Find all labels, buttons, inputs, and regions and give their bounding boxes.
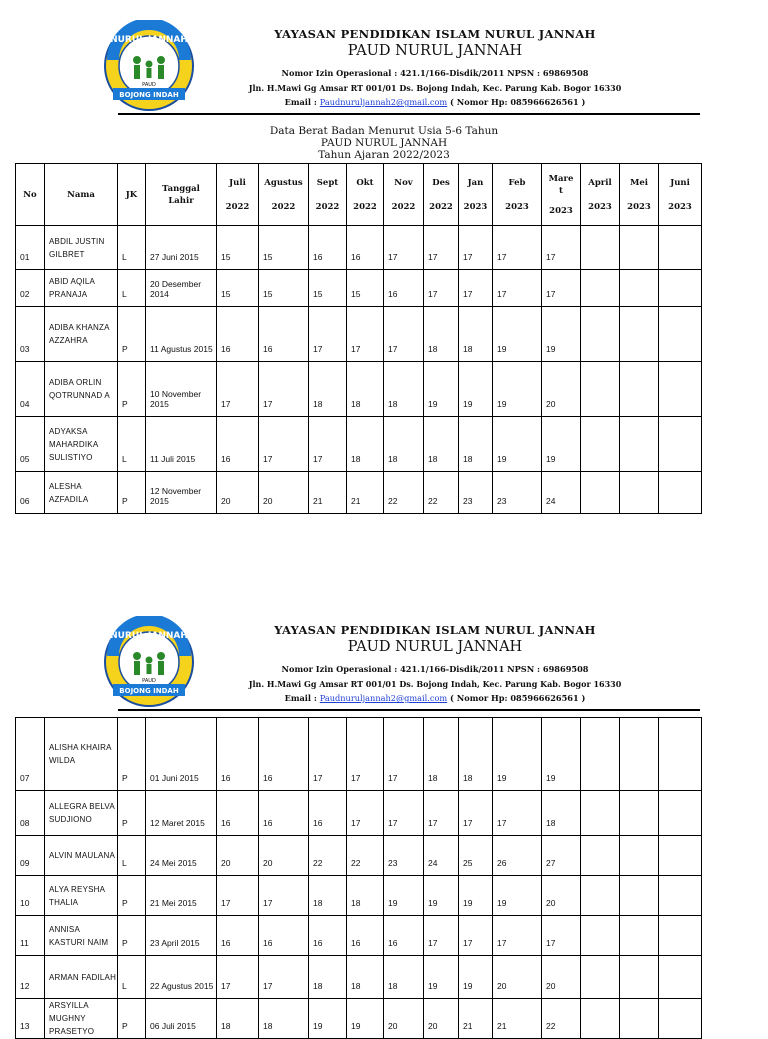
cell-no: 05 [16, 417, 45, 472]
email-label: Email : [284, 693, 317, 703]
permit-line: Nomor Izin Operasional : 421.1/166-Disdik/2011 NPSN : 69869508 [281, 68, 589, 78]
email-label: Email : [284, 97, 317, 107]
cell-weight: 20 [259, 836, 309, 876]
cell-no: 08 [16, 791, 45, 836]
weight-table-2 [15, 717, 702, 1039]
month-label: Feb [508, 177, 526, 188]
cell-weight [659, 718, 702, 791]
col-tanggal-line2: Lahir [168, 195, 194, 206]
table-row [16, 472, 702, 514]
cell-nama: ALVIN MAULANA [45, 836, 118, 876]
cell-weight: 19 [459, 362, 493, 417]
col-no: No [16, 164, 45, 226]
table-row [16, 956, 702, 999]
cell-weight [659, 270, 702, 307]
col-month [259, 164, 309, 226]
cell-weight: 19 [542, 417, 581, 472]
cell-jk: P [118, 472, 146, 514]
col-month [217, 164, 259, 226]
cell-weight [581, 916, 620, 956]
letterhead-2 [0, 596, 768, 703]
cell-weight [620, 417, 659, 472]
cell-weight: 18 [424, 417, 459, 472]
school-name: PAUD NURUL JANNAH [347, 43, 523, 59]
cell-tanggal-lahir: 01 Juni 2015 [146, 718, 217, 791]
cell-no: 13 [16, 999, 45, 1039]
cell-weight: 20 [542, 956, 581, 999]
cell-jk: P [118, 718, 146, 791]
cell-weight [659, 362, 702, 417]
cell-no: 11 [16, 916, 45, 956]
cell-weight: 19 [347, 999, 384, 1039]
header-rule [118, 709, 700, 711]
cell-tanggal-lahir: 23 April 2015 [146, 916, 217, 956]
cell-weight: 17 [259, 956, 309, 999]
col-tanggal-lahir [146, 164, 217, 226]
cell-weight: 16 [217, 307, 259, 362]
year-label: 2023 [463, 201, 488, 212]
cell-weight: 17 [542, 916, 581, 956]
cell-weight: 15 [259, 270, 309, 307]
school-logo [103, 616, 195, 708]
col-month [493, 164, 542, 226]
cell-weight: 16 [259, 307, 309, 362]
cell-weight: 17 [259, 876, 309, 916]
cell-weight: 18 [459, 307, 493, 362]
cell-tanggal-lahir: 12 November 2015 [146, 472, 217, 514]
cell-weight: 17 [347, 791, 384, 836]
cell-nama: ABID AQILA PRANAJA [45, 270, 118, 307]
cell-weight: 26 [493, 836, 542, 876]
cell-weight: 17 [309, 307, 347, 362]
cell-weight: 20 [493, 956, 542, 999]
cell-weight: 16 [347, 916, 384, 956]
cell-weight [659, 956, 702, 999]
year-label: 2023 [588, 201, 612, 212]
cell-weight: 16 [217, 791, 259, 836]
email-link[interactable]: Paudnuruljannah2@gmail.com [319, 693, 448, 703]
cell-nama: ALISHA KHAIRA WILDA [45, 718, 118, 791]
cell-jk: P [118, 876, 146, 916]
cell-weight: 15 [217, 270, 259, 307]
cell-weight: 19 [459, 956, 493, 999]
cell-tanggal-lahir: 06 Juli 2015 [146, 999, 217, 1039]
cell-weight: 16 [217, 718, 259, 791]
month-label: Agustus [264, 177, 303, 188]
cell-no: 03 [16, 307, 45, 362]
cell-weight: 15 [347, 270, 384, 307]
cell-weight: 19 [493, 718, 542, 791]
cell-weight [620, 836, 659, 876]
col-month [581, 164, 620, 226]
cell-jk: P [118, 307, 146, 362]
cell-nama: ALYA REYSHA THALIA [45, 876, 118, 916]
col-nama: Nama [45, 164, 118, 226]
cell-jk: P [118, 916, 146, 956]
cell-weight: 17 [347, 307, 384, 362]
cell-weight [620, 307, 659, 362]
cell-weight [581, 836, 620, 876]
cell-jk: P [118, 362, 146, 417]
cell-weight: 17 [424, 916, 459, 956]
cell-nama: ARMAN FADILAH [45, 956, 118, 999]
cell-weight: 18 [309, 956, 347, 999]
cell-no: 04 [16, 362, 45, 417]
cell-weight: 20 [384, 999, 424, 1039]
month-label: Juli [229, 177, 246, 188]
cell-weight: 19 [493, 307, 542, 362]
cell-weight: 17 [424, 791, 459, 836]
cell-weight [659, 472, 702, 514]
cell-tanggal-lahir: 10 November 2015 [146, 362, 217, 417]
cell-weight: 16 [259, 916, 309, 956]
cell-nama: ARSYILLA MUGHNY PRASETYO [45, 999, 118, 1039]
year-label: 2022 [429, 201, 453, 212]
cell-jk: L [118, 226, 146, 270]
col-month [542, 164, 581, 226]
foundation-name: YAYASAN PENDIDIKAN ISLAM NURUL JANNAH [274, 27, 596, 41]
cell-weight [620, 362, 659, 417]
report-title [0, 125, 768, 161]
cell-weight: 18 [459, 718, 493, 791]
cell-weight: 23 [384, 836, 424, 876]
year-label: 2022 [391, 201, 416, 212]
year-label: 2022 [315, 201, 340, 212]
cell-weight: 21 [459, 999, 493, 1039]
cell-weight: 16 [217, 417, 259, 472]
cell-weight: 17 [459, 791, 493, 836]
cell-weight: 17 [384, 226, 424, 270]
cell-weight: 22 [542, 999, 581, 1039]
cell-weight: 16 [347, 226, 384, 270]
cell-tanggal-lahir: 20 Desember 2014 [146, 270, 217, 307]
cell-weight [659, 307, 702, 362]
cell-weight: 16 [309, 916, 347, 956]
table-row [16, 791, 702, 836]
cell-weight [659, 791, 702, 836]
cell-weight: 19 [542, 307, 581, 362]
cell-weight: 19 [459, 876, 493, 916]
table-header-row [16, 164, 702, 226]
cell-weight: 25 [459, 836, 493, 876]
cell-weight [620, 270, 659, 307]
cell-weight: 22 [309, 836, 347, 876]
cell-weight: 15 [217, 226, 259, 270]
cell-weight [620, 718, 659, 791]
cell-weight: 17 [217, 876, 259, 916]
cell-weight [620, 226, 659, 270]
year-label: 2023 [668, 201, 692, 212]
cell-weight: 21 [347, 472, 384, 514]
cell-nama: ADIBA KHANZA AZZAHRA [45, 307, 118, 362]
table-row [16, 876, 702, 916]
foundation-name: YAYASAN PENDIDIKAN ISLAM NURUL JANNAH [274, 623, 596, 637]
cell-weight: 22 [347, 836, 384, 876]
cell-weight: 19 [309, 999, 347, 1039]
cell-weight: 18 [309, 876, 347, 916]
cell-weight: 21 [493, 999, 542, 1039]
logo-top-text: NURUL JANNAH [110, 631, 188, 641]
cell-weight: 19 [493, 876, 542, 916]
col-month [659, 164, 702, 226]
cell-no: 02 [16, 270, 45, 307]
cell-tanggal-lahir: 27 Juni 2015 [146, 226, 217, 270]
cell-weight: 20 [259, 472, 309, 514]
cell-nama: ADYAKSA MAHARDIKA SULISTIYO [45, 417, 118, 472]
cell-weight: 17 [347, 718, 384, 791]
month-label: Mei [629, 177, 649, 188]
cell-weight [659, 999, 702, 1039]
cell-weight: 19 [493, 362, 542, 417]
logo-sub-text: PAUD [142, 82, 156, 88]
cell-weight [581, 791, 620, 836]
cell-weight [581, 417, 620, 472]
month-label: Des [432, 177, 450, 188]
cell-weight [659, 417, 702, 472]
cell-weight: 21 [309, 472, 347, 514]
cell-weight: 20 [542, 876, 581, 916]
cell-weight: 19 [542, 718, 581, 791]
col-month [347, 164, 384, 226]
cell-weight: 27 [542, 836, 581, 876]
cell-nama: ABDIL JUSTIN GILBRET [45, 226, 118, 270]
cell-weight: 18 [384, 956, 424, 999]
month-label: April [588, 177, 612, 188]
month-label: Okt [356, 177, 374, 188]
cell-jk: P [118, 999, 146, 1039]
cell-weight: 17 [493, 270, 542, 307]
cell-weight: 18 [259, 999, 309, 1039]
cell-weight: 18 [217, 999, 259, 1039]
title-line-2: PAUD NURUL JANNAH [320, 137, 448, 149]
cell-weight: 16 [217, 916, 259, 956]
cell-weight: 19 [493, 417, 542, 472]
year-label: 2023 [549, 205, 573, 216]
cell-weight: 17 [542, 226, 581, 270]
cell-weight: 17 [459, 916, 493, 956]
cell-weight: 18 [424, 307, 459, 362]
cell-no: 09 [16, 836, 45, 876]
cell-weight: 16 [384, 270, 424, 307]
month-label: Juni [670, 177, 690, 188]
school-name: PAUD NURUL JANNAH [347, 639, 523, 655]
col-month [384, 164, 424, 226]
cell-weight [620, 916, 659, 956]
cell-jk: L [118, 270, 146, 307]
cell-weight [581, 362, 620, 417]
cell-weight: 15 [259, 226, 309, 270]
table-row [16, 226, 702, 270]
cell-weight: 16 [309, 791, 347, 836]
title-line-1: Data Berat Badan Menurut Usia 5-6 Tahun [269, 125, 499, 137]
cell-weight: 17 [384, 791, 424, 836]
cell-weight [581, 472, 620, 514]
cell-weight: 20 [542, 362, 581, 417]
weight-table-1 [15, 163, 702, 514]
cell-weight [581, 226, 620, 270]
cell-weight: 17 [217, 362, 259, 417]
cell-no: 10 [16, 876, 45, 916]
cell-nama: ANNISA KASTURI NAIM [45, 916, 118, 956]
cell-weight: 16 [384, 916, 424, 956]
address-line: Jln. H.Mawi Gg Amsar RT 001/01 Ds. Bojong Indah, Kec. Parung Kab. Bogor 16330 [248, 83, 622, 93]
cell-weight [581, 876, 620, 916]
cell-weight: 15 [309, 270, 347, 307]
cell-weight [620, 956, 659, 999]
cell-weight: 20 [424, 999, 459, 1039]
month-label: Mare t [548, 173, 574, 196]
email-link[interactable]: Paudnuruljannah2@gmail.com [319, 97, 448, 107]
cell-weight: 17 [459, 226, 493, 270]
cell-weight: 17 [217, 956, 259, 999]
cell-weight: 17 [424, 270, 459, 307]
cell-jk: L [118, 956, 146, 999]
phone-text: ( Nomor Hp: 085966626561 ) [450, 97, 586, 107]
cell-weight [581, 956, 620, 999]
contact-line [205, 693, 665, 703]
cell-weight [581, 999, 620, 1039]
cell-nama: ALESHA AZFADILA [45, 472, 118, 514]
table-row [16, 999, 702, 1039]
cell-weight: 17 [424, 226, 459, 270]
year-label: 2022 [271, 201, 296, 212]
cell-tanggal-lahir: 22 Agustus 2015 [146, 956, 217, 999]
cell-weight: 17 [493, 916, 542, 956]
cell-weight: 18 [309, 362, 347, 417]
cell-tanggal-lahir: 21 Mei 2015 [146, 876, 217, 916]
month-label: Nov [394, 177, 413, 188]
cell-weight: 17 [459, 270, 493, 307]
month-label: Sept [316, 177, 339, 188]
cell-weight [620, 999, 659, 1039]
logo-top-text: NURUL JANNAH [110, 35, 188, 45]
title-line-3: Tahun Ajaran 2022/2023 [318, 149, 450, 161]
cell-nama: ALLEGRA BELVA SUDJIONO [45, 791, 118, 836]
cell-weight: 17 [259, 362, 309, 417]
cell-weight: 24 [424, 836, 459, 876]
logo-bottom-text: BOJONG INDAH [119, 687, 179, 695]
cell-jk: P [118, 791, 146, 836]
cell-weight [581, 270, 620, 307]
table-row [16, 270, 702, 307]
cell-no: 12 [16, 956, 45, 999]
cell-weight: 17 [384, 307, 424, 362]
cell-weight: 16 [259, 791, 309, 836]
cell-weight [620, 472, 659, 514]
table-row [16, 718, 702, 791]
cell-weight: 16 [259, 718, 309, 791]
cell-no: 06 [16, 472, 45, 514]
cell-weight: 20 [217, 836, 259, 876]
cell-tanggal-lahir: 24 Mei 2015 [146, 836, 217, 876]
table-row [16, 417, 702, 472]
cell-weight: 18 [542, 791, 581, 836]
header-rule [118, 113, 700, 115]
cell-weight: 19 [384, 876, 424, 916]
cell-no: 01 [16, 226, 45, 270]
cell-weight: 18 [424, 718, 459, 791]
page-2 [0, 596, 768, 1036]
cell-weight: 18 [347, 876, 384, 916]
cell-weight: 17 [259, 417, 309, 472]
cell-weight: 19 [424, 362, 459, 417]
year-label: 2022 [225, 201, 250, 212]
phone-text: ( Nomor Hp: 085966626561 ) [450, 693, 586, 703]
cell-weight: 16 [309, 226, 347, 270]
cell-weight [659, 836, 702, 876]
cell-weight: 19 [424, 956, 459, 999]
cell-weight: 23 [493, 472, 542, 514]
cell-weight: 18 [347, 362, 384, 417]
cell-weight: 19 [424, 876, 459, 916]
cell-jk: L [118, 417, 146, 472]
cell-weight: 18 [347, 956, 384, 999]
cell-weight: 17 [493, 791, 542, 836]
logo-sub-text: PAUD [142, 678, 156, 684]
cell-weight: 17 [309, 417, 347, 472]
cell-weight: 22 [424, 472, 459, 514]
year-label: 2022 [353, 201, 377, 212]
cell-tanggal-lahir: 11 Agustus 2015 [146, 307, 217, 362]
cell-weight [620, 791, 659, 836]
letterhead [0, 0, 768, 107]
col-month [620, 164, 659, 226]
cell-weight [659, 226, 702, 270]
month-label: Jan [467, 177, 484, 188]
cell-weight: 18 [459, 417, 493, 472]
cell-weight: 23 [459, 472, 493, 514]
cell-weight: 18 [384, 362, 424, 417]
table-row [16, 362, 702, 417]
cell-weight: 22 [384, 472, 424, 514]
year-label: 2023 [627, 201, 651, 212]
col-month [459, 164, 493, 226]
cell-weight: 17 [493, 226, 542, 270]
cell-weight: 20 [217, 472, 259, 514]
cell-weight: 24 [542, 472, 581, 514]
col-month [424, 164, 459, 226]
school-logo [103, 20, 195, 112]
cell-weight: 17 [384, 718, 424, 791]
cell-tanggal-lahir: 11 Juli 2015 [146, 417, 217, 472]
cell-weight [659, 876, 702, 916]
cell-weight: 17 [542, 270, 581, 307]
year-label: 2023 [505, 201, 529, 212]
cell-weight [659, 916, 702, 956]
col-jk: JK [118, 164, 146, 226]
table-row [16, 916, 702, 956]
cell-nama: ADIBA ORLIN QOTRUNNAD A [45, 362, 118, 417]
cell-weight: 18 [347, 417, 384, 472]
cell-no: 07 [16, 718, 45, 791]
cell-tanggal-lahir: 12 Maret 2015 [146, 791, 217, 836]
cell-weight: 17 [309, 718, 347, 791]
cell-jk: L [118, 836, 146, 876]
table-row [16, 836, 702, 876]
cell-weight [581, 307, 620, 362]
table-row [16, 307, 702, 362]
logo-bottom-text: BOJONG INDAH [119, 91, 179, 99]
permit-line: Nomor Izin Operasional : 421.1/166-Disdik/2011 NPSN : 69869508 [281, 664, 589, 674]
col-month [309, 164, 347, 226]
cell-weight [620, 876, 659, 916]
address-line: Jln. H.Mawi Gg Amsar RT 001/01 Ds. Bojong Indah, Kec. Parung Kab. Bogor 16330 [248, 679, 622, 689]
contact-line [205, 97, 665, 107]
cell-weight [581, 718, 620, 791]
cell-weight: 18 [384, 417, 424, 472]
col-tanggal-line1: Tanggal [162, 183, 200, 194]
